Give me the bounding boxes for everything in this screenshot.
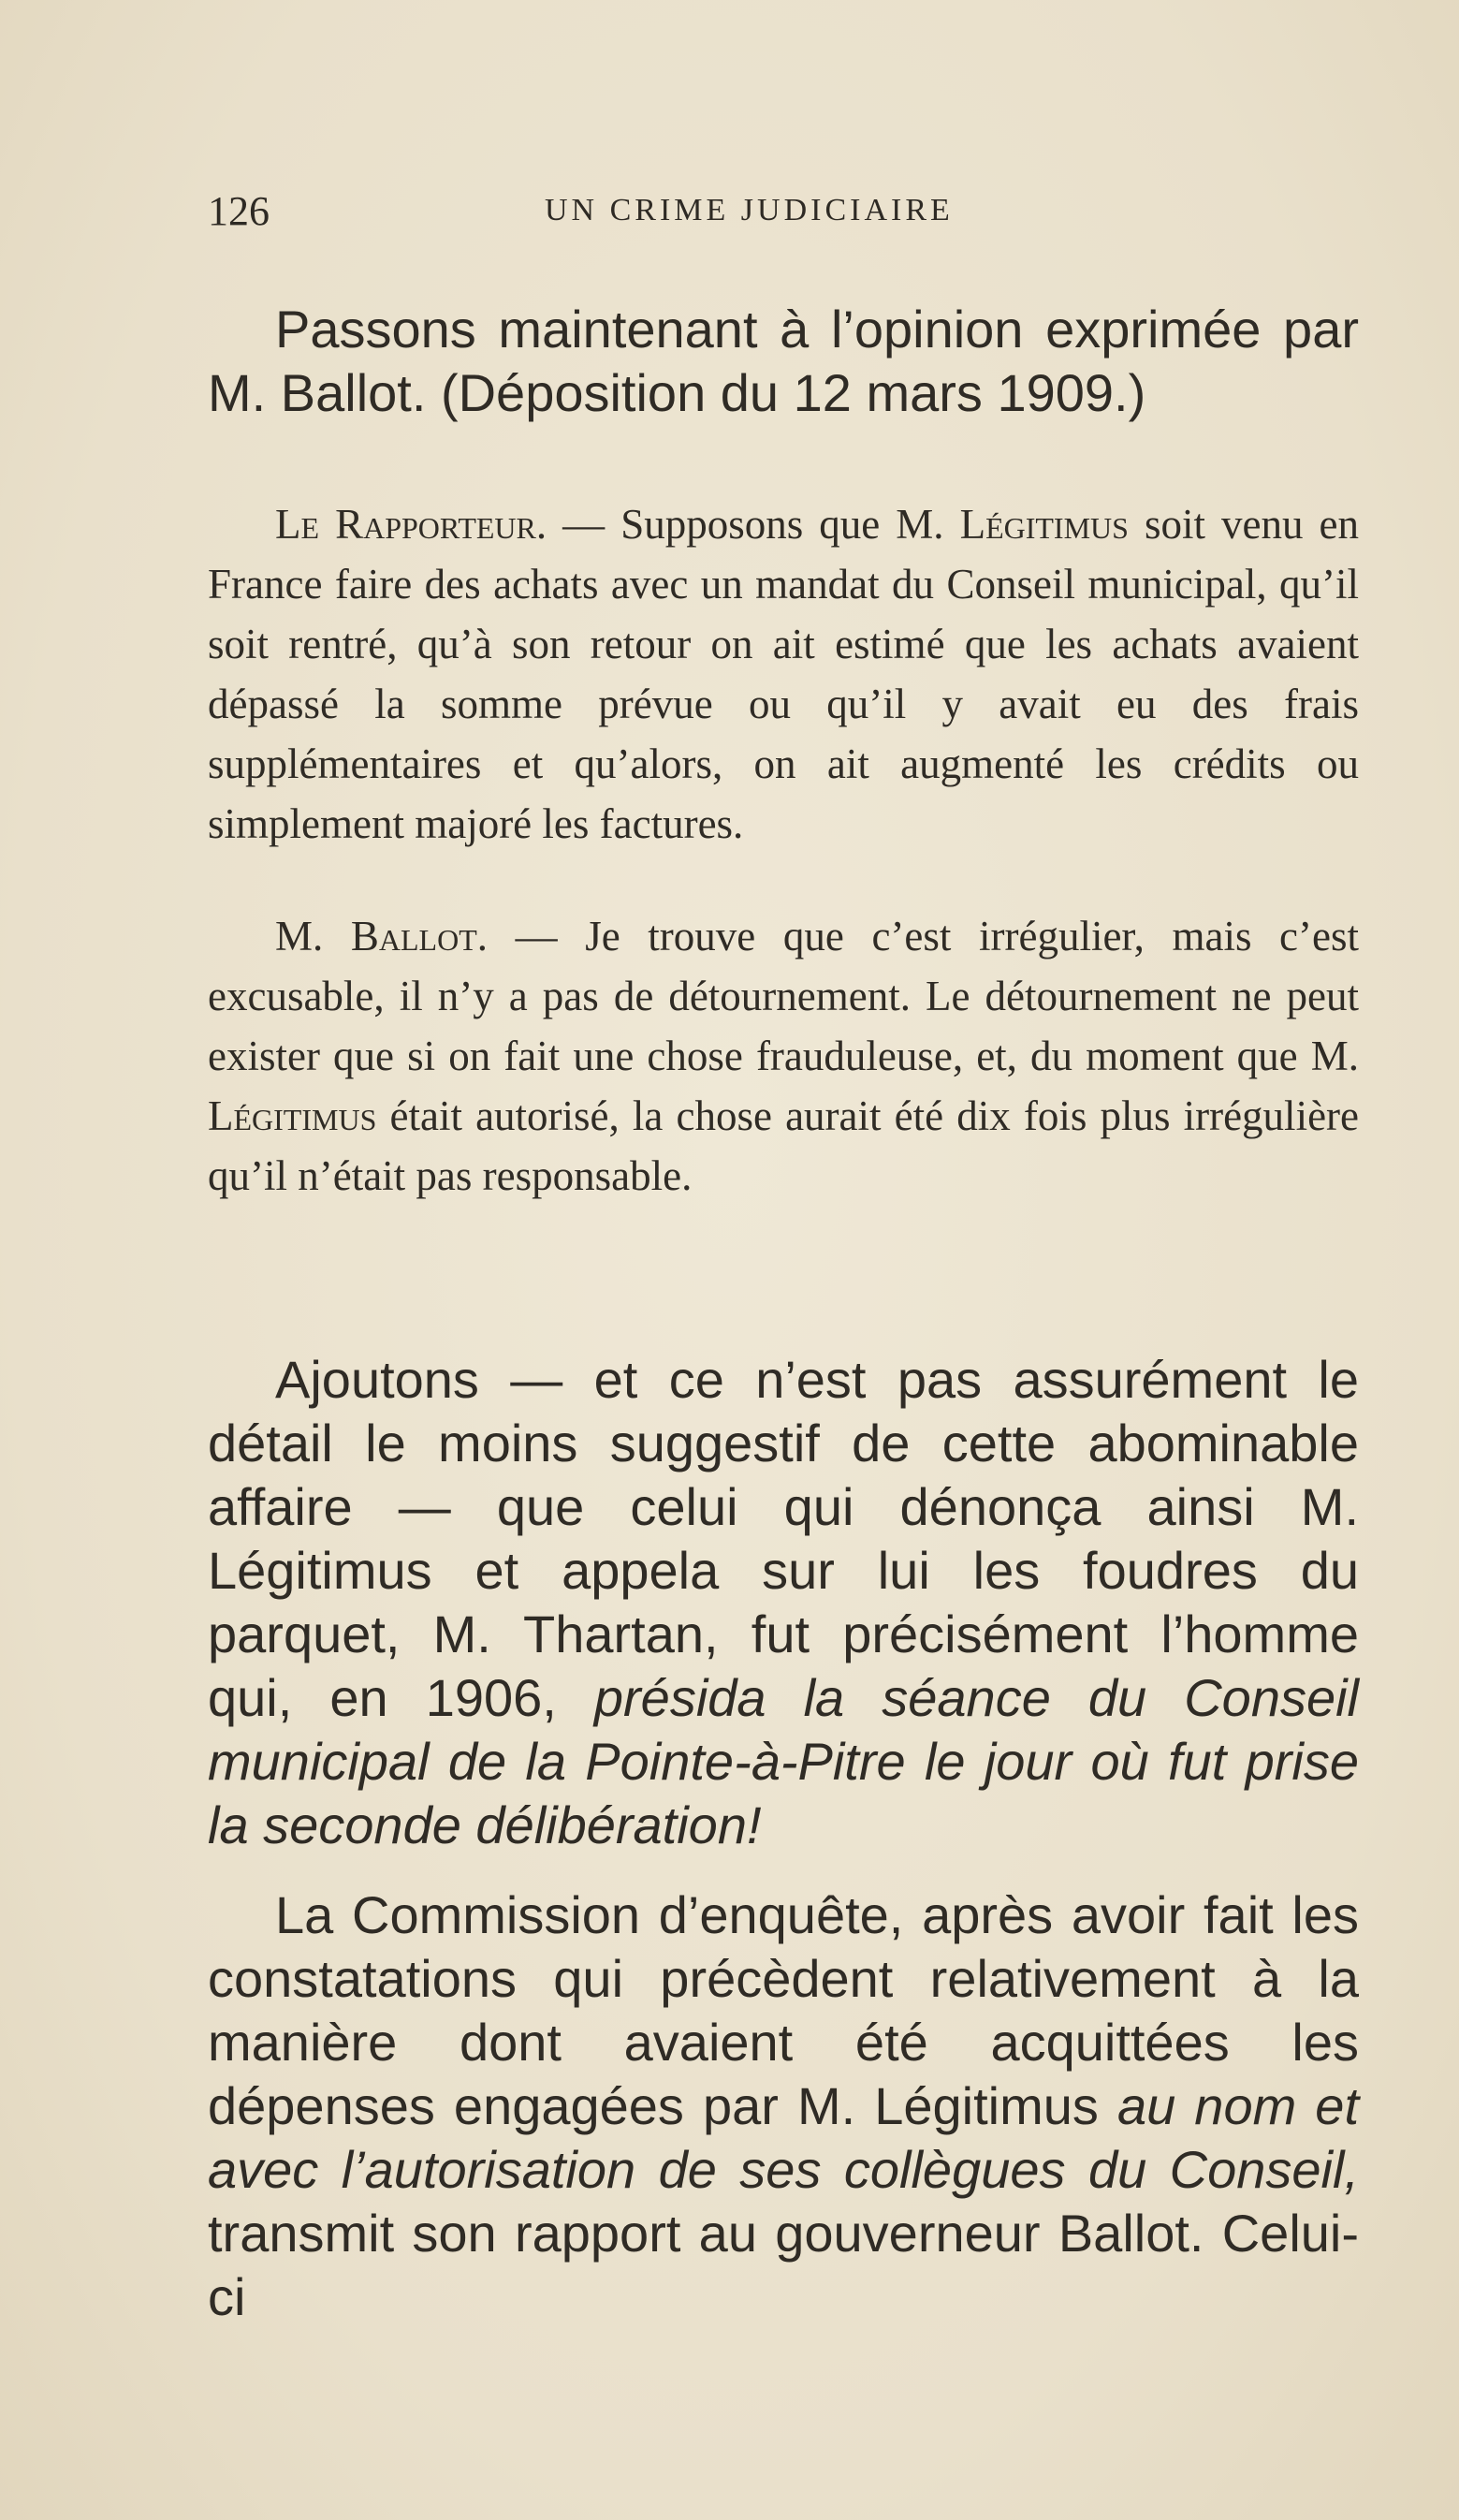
name-legitimus: Légitimus <box>208 1092 377 1139</box>
speaker-rapporteur: Le Rapporteur. <box>275 501 547 548</box>
commission-text-a: La Commission d’enquête, après avoir fait les constatations qui précèdent relativement à la manière dont avaient été acquittées les dépenses engagées par M. Légitimus <box>208 1885 1359 2135</box>
running-head <box>208 187 1359 243</box>
paragraph-commission <box>208 1883 1359 2329</box>
rapporteur-text-b: soit venu en France faire des achats avec un mandat du Conseil municipal, qu’il soit rentré, qu’à son retour on ait estimé que les achats avaient dépassé la somme prévue ou qu’il y avait eu des frais supplémentaires et qu’alors, on ait augmenté les crédits ou simplement majoré les factures. <box>208 501 1360 847</box>
running-title: UN CRIME JUDICIAIRE <box>545 193 954 227</box>
speaker-ballot: M. Ballot. <box>275 913 488 960</box>
paragraph-ballot <box>208 906 1359 1206</box>
paragraph-rapporteur <box>208 494 1359 854</box>
dash: — <box>488 913 586 960</box>
dash: — <box>547 501 621 548</box>
paragraph-ajoutons <box>208 1348 1359 1857</box>
ajoutons-text: Ajoutons — et ce n’est pas assurément le détail le moins suggestif de cette abominable affaire — que celui qui dénonça ainsi M. Légitimus et appela sur lui les foudres du parquet, M. Thartan, fut précisément l’homme qui, en 1906, <box>208 1350 1359 1727</box>
ballot-text-b: était autorisé, la chose aurait été dix fois plus irrégulière qu’il n’était pas responsable. <box>208 1092 1359 1199</box>
commission-text-b: transmit son rapport au gouverneur Ballot. Celui-ci <box>208 2204 1359 2326</box>
ajoutons-italic: présida la séance du Conseil municipal de la Pointe-à-Pitre le jour où fut prise la seconde délibération! <box>208 1668 1359 1854</box>
rapporteur-text-a: Supposons que M. <box>620 501 960 548</box>
paragraph-intro: Passons maintenant à l’opinion exprimée par M. Ballot. (Déposition du 12 mars 1909.) <box>208 300 1359 422</box>
name-legitimus: Légitimus <box>959 501 1129 548</box>
ballot-text-a: Je trouve que c’est irrégulier, mais c’est excusable, il n’y a pas de détournement. Le détournement ne peut exister que si on fait une chose frauduleuse, et, du moment que M. <box>208 913 1360 1079</box>
page-number: 126 <box>208 188 270 234</box>
commission-italic: au nom et avec l’autorisation de ses collègues du Conseil, <box>208 2076 1360 2199</box>
